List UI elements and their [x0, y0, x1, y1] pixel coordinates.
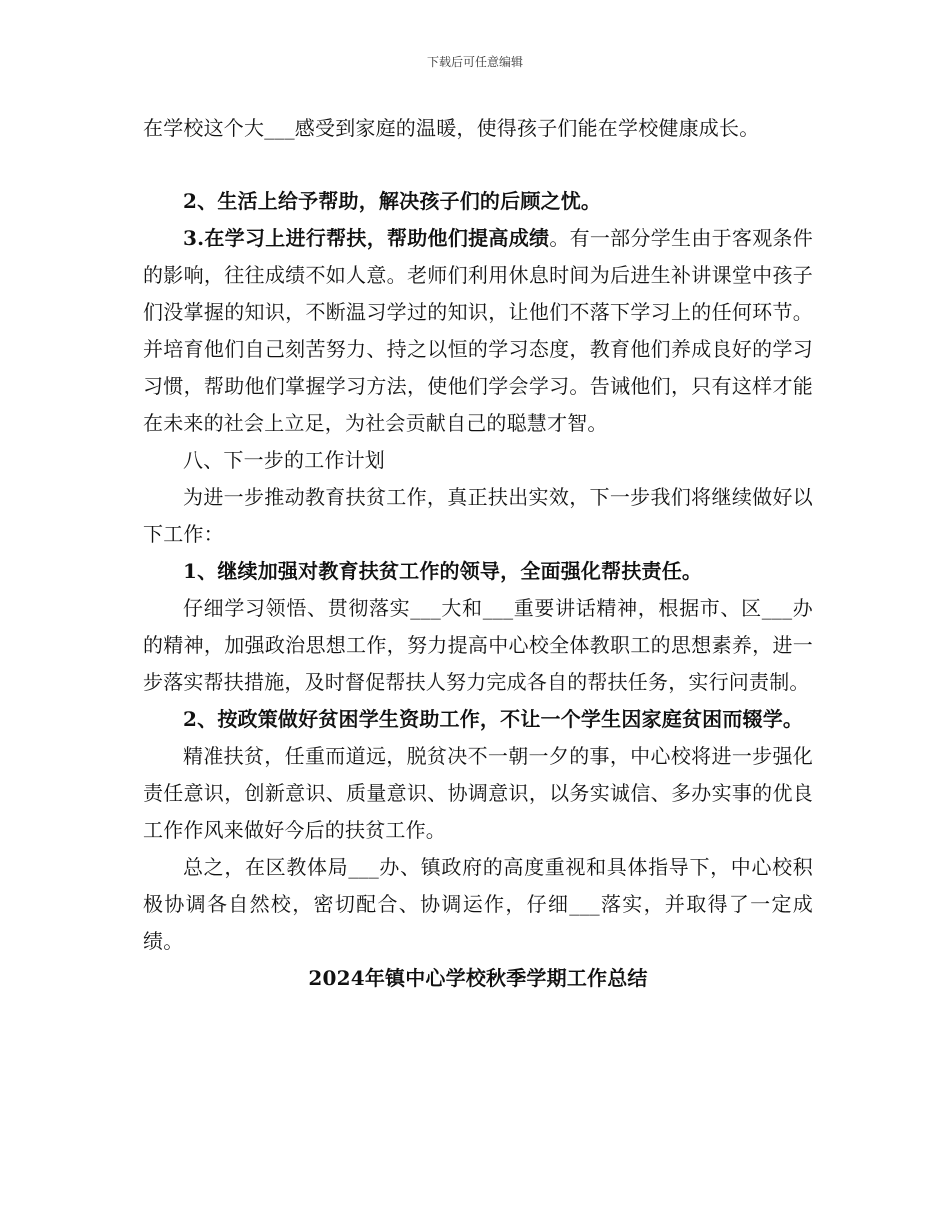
- paragraph-next-plan-intro: 为进一步推动教育扶贫工作，真正扶出实效，下一步我们将继续做好以下工作：: [143, 485, 813, 546]
- section-heading-next-plan: 八、下一步的工作计划: [183, 448, 385, 472]
- paragraph-summary: 总之，在区教体局___办、镇政府的高度重视和具体指导下，中心校积极协调各自然校，密切配合、协调运作，仔细___落实，并取得了一定成绩。: [143, 855, 813, 953]
- page-header: 下载后可任意编辑: [426, 55, 523, 69]
- document-body: [143, 110, 813, 997]
- heading-life-help: 2、生活上给予帮助，解决孩子们的后顾之忧。: [183, 189, 602, 213]
- heading-leadership: 1、继续加强对教育扶贫工作的领导，全面强化帮扶责任。: [183, 559, 703, 583]
- paragraph-study-help-body: 。有一部分学生由于客观条件的影响，往往成绩不如人意。老师们利用休息时间为后进生补讲课堂中孩子们没掌握的知识，不断温习学过的知识，让他们不落下学习上的任何环节。并培育他们自己刻苦努力、持之以恒的学习态度，教育他们养成良好的学习习惯，帮助他们掌握学习方法，使他们学会学习。告诫他们，只有这样才能在未来的社会上立足，为社会贡献自己的聪慧才智。: [143, 226, 813, 435]
- paragraph-continuation: 在学校这个大___感受到家庭的温暖，使得孩子们能在学校健康成长。: [143, 116, 760, 140]
- heading-study-help: 3.在学习上进行帮扶，帮助他们提高成绩: [183, 226, 550, 250]
- next-document-title: 2024年镇中心学校秋季学期工作总结: [308, 966, 648, 990]
- paragraph-study-help: [143, 220, 813, 442]
- paragraph-precise-poverty: 精准扶贫，任重而道远，脱贫决不一朝一夕的事，中心校将进一步强化责任意识，创新意识、质量意识、协调意识，以务实诚信、多办实事的优良工作作风来做好今后的扶贫工作。: [143, 744, 813, 842]
- heading-student-aid: 2、按政策做好贫困学生资助工作，不让一个学生因家庭贫困而辍学。: [183, 707, 804, 731]
- paragraph-leadership: 仔细学习领悟、贯彻落实___大和___重要讲话精神，根据市、区___办的精神，加强政治思想工作，努力提高中心校全体教职工的思想素养，进一步落实帮扶措施，及时督促帮扶人努力完成各自的帮扶任务，实行问责制。: [143, 596, 813, 694]
